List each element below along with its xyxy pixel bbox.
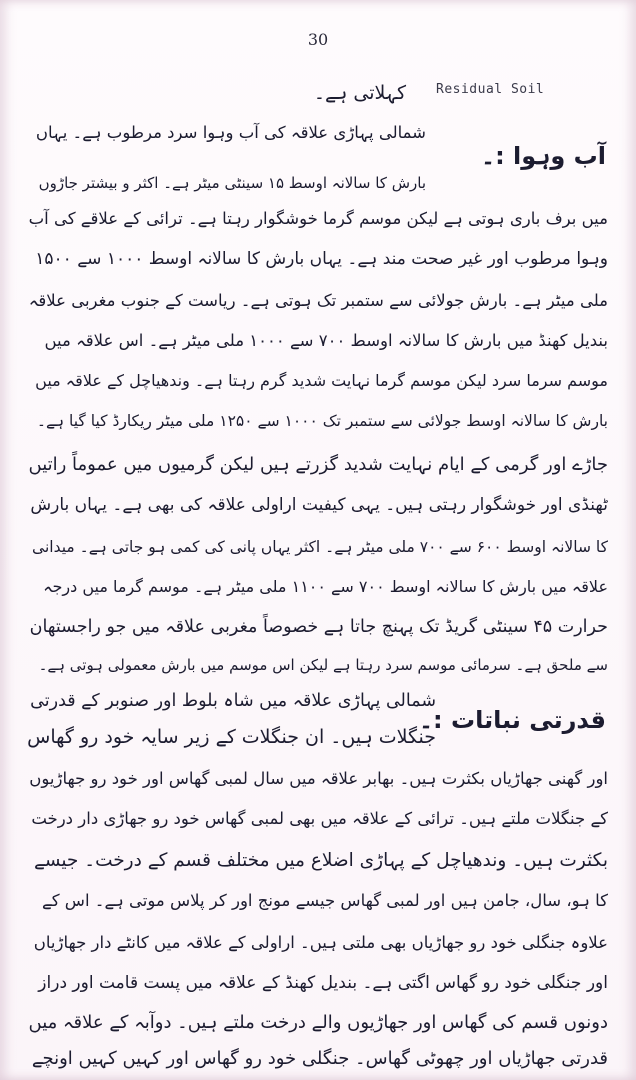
text-line: کا سالانہ اوسط ۶۰۰ سے ۷۰۰ ملی میٹر ہے۔ اکثر یہاں پانی کی کمی ہو جاتی ہے۔ میدانی (32, 538, 608, 556)
text-line: دونوں قسم کی گھاس اور جھاڑیوں والے درخت ملتے ہیں۔ دوآبہ کے علاقہ میں (28, 1012, 608, 1033)
page-number: 30 (307, 30, 329, 49)
intro-line: کہلاتی ہے۔ (313, 82, 406, 104)
text-line: ٹھنڈی اور خوشگوار رہتی ہیں۔ یہی کیفیت اراولی علاقہ کی بھی ہے۔ یہاں بارش (30, 495, 608, 515)
text-line: سے ملحق ہے۔ سرمائی موسم سرد رہتا ہے لیکن اس موسم میں بارش معمولی ہوتی ہے۔ (38, 656, 608, 674)
vegetation-heading: قدرتی نباتات :۔ (418, 706, 606, 734)
text-line: بارش کا سالانہ اوسط ۱۵ سینٹی میٹر ہے۔ اکثر و بیشتر جاڑوں (38, 174, 426, 192)
text-line: بارش کا سالانہ اوسط جولائی سے ستمبر تک ۱۰۰۰ سے ۱۲۵۰ ملی میٹر ریکارڈ کیا گیا ہے۔ (36, 412, 608, 430)
text-line: علاقہ میں بارش کا سالانہ اوسط ۷۰۰ سے ۱۱۰۰ ملی میٹر ہے۔ موسم گرما میں درجہ (43, 577, 608, 596)
text-line: اور جنگلی خود رو گھاس اگتی ہے۔ بندیل کھنڈ کے علاقہ میں پست قامت اور دراز (38, 973, 608, 993)
text-line: جاڑے اور گرمی کے ایام نہایت شدید گزرتے ہیں لیکن گرمیوں میں عموماً راتیں (28, 454, 608, 475)
text-line: بندیل کھنڈ میں بارش کا سالانہ اوسط ۷۰۰ سے ۱۰۰۰ ملی میٹر ہے۔ اس علاقہ میں (44, 331, 608, 350)
text-line: ملی میٹر ہے۔ بارش جولائی سے ستمبر تک ہوتی ہے۔ ریاست کے جنوب مغربی علاقہ (28, 291, 608, 310)
text-line: موسم سرما سرد لیکن موسم گرما نہایت شدید گرم رہتا ہے۔ وندھیاچل کے علاقہ میں (35, 371, 608, 390)
text-line: میں برف باری ہوتی ہے لیکن موسم گرما خوشگوار رہتا ہے۔ ترائی کے علاقے کی آب (28, 209, 608, 228)
text-line: قدرتی جھاڑیاں اور چھوٹی گھاس۔ جنگلی خود رو گھاس اور کہیں کہیں اونچے (31, 1048, 608, 1069)
text-line: شمالی پہاڑی علاقہ میں شاہ بلوط اور صنوبر کے قدرتی (30, 691, 436, 711)
text-line: علاوہ جنگلی خود رو جھاڑیاں بھی ملتی ہیں۔ اراولی کے علاقہ میں کانٹے دار جھاڑیاں (33, 933, 608, 952)
text-line: اور گھنی جھاڑیاں بکثرت ہیں۔ بھابر علاقہ میں سال لمبی گھاس اور خود رو جھاڑیوں (29, 769, 608, 788)
text-line: کے جنگلات ملتے ہیں۔ ترائی کے علاقہ میں بھی لمبی گھاس خود رو جھاڑی دار درخت (31, 809, 608, 828)
english-term: Residual Soil (436, 82, 545, 97)
text-line: جنگلات ہیں۔ ان جنگلات کے زیر سایہ خود رو گھاس (27, 726, 436, 748)
text-line: بکثرت ہیں۔ وندھیاچل کے پہاڑی اضلاع میں مختلف قسم کے درخت۔ جیسے (34, 850, 608, 871)
text-line: شمالی پہاڑی علاقہ کی آب وہوا سرد مرطوب ہے۔ یہاں (35, 123, 426, 142)
text-line: حرارت ۴۵ سینٹی گریڈ تک پہنچ جاتا ہے خصوصاً مغربی علاقہ میں جو راجستھان (29, 617, 608, 637)
text-line: وہوا مرطوب اور غیر صحت مند ہے۔ یہاں بارش کا سالانہ اوسط ۱۰۰۰ سے ۱۵۰۰ (35, 249, 608, 269)
climate-heading: آب وہوا :۔ (481, 142, 606, 170)
text-line: کا ہو، سال، جامن ہیں اور لمبی گھاس جیسے مونج اور کر پلاس موتی ہے۔ اس کے (42, 891, 608, 910)
